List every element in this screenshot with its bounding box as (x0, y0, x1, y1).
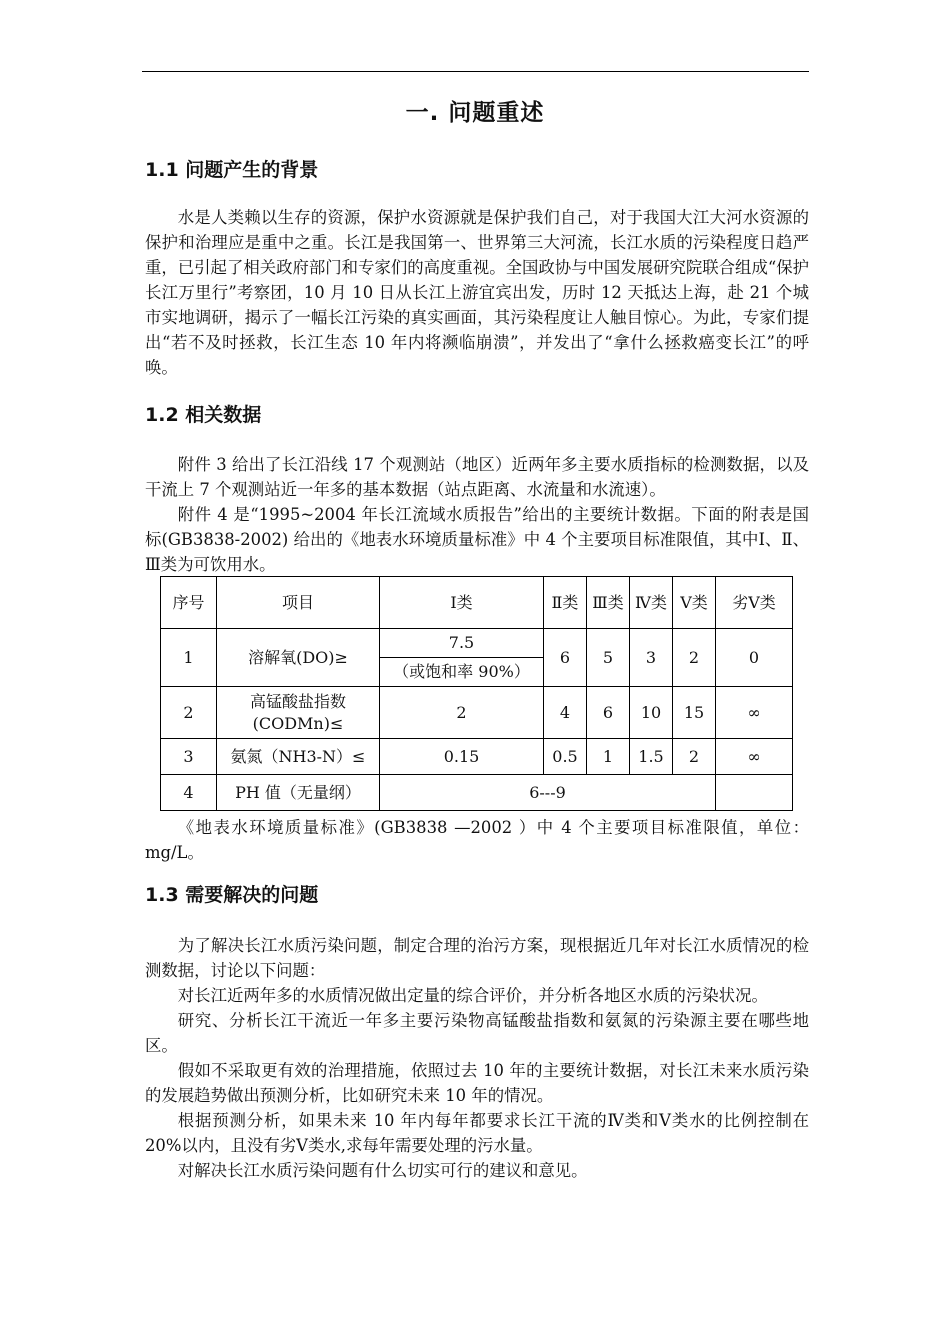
grade-2-cell: 4 (544, 687, 587, 739)
problems-paragraphs (145, 933, 809, 1183)
section-heading-1-3: 1.3 需要解决的问题 (145, 884, 319, 906)
grade-4-cell: 3 (630, 629, 673, 687)
chapter-title: 一. 问题重述 (405, 100, 545, 126)
header-rule (142, 71, 809, 72)
problem-paragraph: 假如不采取更有效的治理措施，依照过去 10 年的主要统计数据，对长江未来水质污染的发展趋势做出预测分析，比如研究未来 10 年的情况。 (145, 1061, 809, 1105)
background-text: 水是人类赖以生存的资源，保护水资源就是保护我们自己，对于我国大江大河水资源的保护和治理应是重中之重。长江是我国第一、世界第三大河流，长江水质的污染程度日趋严重，已引起了相关政府部门和专家们的高度重视。全国政协与中国发展研究院联合组成“保护长江万里行”考察团，10 月 10 日从长江上游宜宾出发，历时 12 天抵达上海，赴 21 个城市实地调研，揭示了一幅长江污染的真实画面，其污染程度让人触目惊心。为此，专家们提出“若不及时拯救，长江生态 10 年内将濒临崩溃”，并发出了“拿什么拯救癌变长江”的呼唤。 (145, 208, 810, 377)
table-header-row (161, 577, 793, 629)
grade-1-note: （或饱和率 90%） (393, 662, 530, 681)
problem-paragraph: 根据预测分析，如果未来 10 年内每年都要求长江干流的Ⅳ类和Ⅴ类水的比例控制在 20%以内，且没有劣Ⅴ类水,求每年需要处理的污水量。 (145, 1111, 809, 1155)
grade-1-cell (380, 629, 544, 687)
section-heading-1-1: 1.1 问题产生的背景 (145, 159, 319, 181)
grade-3-cell: 1 (587, 739, 630, 775)
header-cell: Ⅴ类 (673, 577, 716, 629)
problem-paragraph: 对解决长江水质污染问题有什么切实可行的建议和意见。 (177, 1161, 588, 1180)
grade-1-cell: 0.15 (380, 739, 544, 775)
grade-5-cell: 2 (673, 739, 716, 775)
data-paragraphs (145, 452, 809, 577)
ph-range-cell: 6---9 (380, 775, 716, 811)
grade-inferior-5-cell: ∞ (716, 739, 793, 775)
header-cell: Ⅰ类 (380, 577, 544, 629)
grade-inferior-5-cell (716, 775, 793, 811)
water-quality-standard-table (160, 576, 793, 811)
grade-3-cell: 6 (587, 687, 630, 739)
row-item: 氨氮（NH3-N）≤ (217, 739, 380, 775)
table-row (161, 629, 793, 687)
row-number: 1 (161, 629, 217, 687)
row-item: PH 值（无量纲） (217, 775, 380, 811)
grade-4-cell: 10 (630, 687, 673, 739)
header-cell: 序号 (161, 577, 217, 629)
grade-2-cell: 0.5 (544, 739, 587, 775)
row-number: 2 (161, 687, 217, 739)
table-row (161, 775, 793, 811)
grade-4-cell: 1.5 (630, 739, 673, 775)
grade-3-cell: 5 (587, 629, 630, 687)
data-paragraph-2: 附件 4 是“1995~2004 年长江流域水质报告”给出的主要统计数据。下面的附表是国标(GB3838-2002) 给出的《地表水环境质量标准》中 4 个主要项目标准限值，其中Ⅰ、Ⅱ、Ⅲ类为可饮用水。 (145, 505, 809, 574)
problem-paragraph: 研究、分析长江干流近一年多主要污染物高锰酸盐指数和氨氮的污染源主要在哪些地区。 (145, 1011, 809, 1055)
grade-2-cell: 6 (544, 629, 587, 687)
row-number: 4 (161, 775, 217, 811)
grade-inferior-5-cell: 0 (716, 629, 793, 687)
table-row (161, 687, 793, 739)
section-heading-1-2: 1.2 相关数据 (145, 404, 262, 426)
header-cell: 项目 (217, 577, 380, 629)
header-cell: Ⅲ类 (587, 577, 630, 629)
data-paragraph-1: 附件 3 给出了长江沿线 17 个观测站（地区）近两年多主要水质指标的检测数据，以及干流上 7 个观测站近一年多的基本数据（站点距离、水流量和水流速）。 (145, 455, 809, 499)
grade-5-cell: 15 (673, 687, 716, 739)
table-row (161, 739, 793, 775)
header-cell: Ⅳ类 (630, 577, 673, 629)
row-item: 溶解氧(DO)≥ (217, 629, 380, 687)
header-cell: Ⅱ类 (544, 577, 587, 629)
header-cell: 劣Ⅴ类 (716, 577, 793, 629)
row-number: 3 (161, 739, 217, 775)
grade-inferior-5-cell: ∞ (716, 687, 793, 739)
problem-paragraph: 为了解决长江水质污染问题，制定合理的治污方案，现根据近几年对长江水质情况的检测数据，讨论以下问题： (145, 936, 809, 980)
background-paragraph (145, 205, 809, 380)
problem-paragraph: 对长江近两年多的水质情况做出定量的综合评价，并分析各地区水质的污染状况。 (177, 986, 768, 1005)
grade-5-cell: 2 (673, 629, 716, 687)
row-item: 高锰酸盐指数(CODMn)≤ (217, 687, 380, 739)
caption-text: 《地表水环境质量标准》(GB3838 —2002 ）中 4 个主要项目标准限值，单位：mg/L。 (145, 818, 809, 862)
grade-1-value: 7.5 (380, 629, 543, 658)
grade-1-cell: 2 (380, 687, 544, 739)
table-caption (145, 815, 809, 865)
